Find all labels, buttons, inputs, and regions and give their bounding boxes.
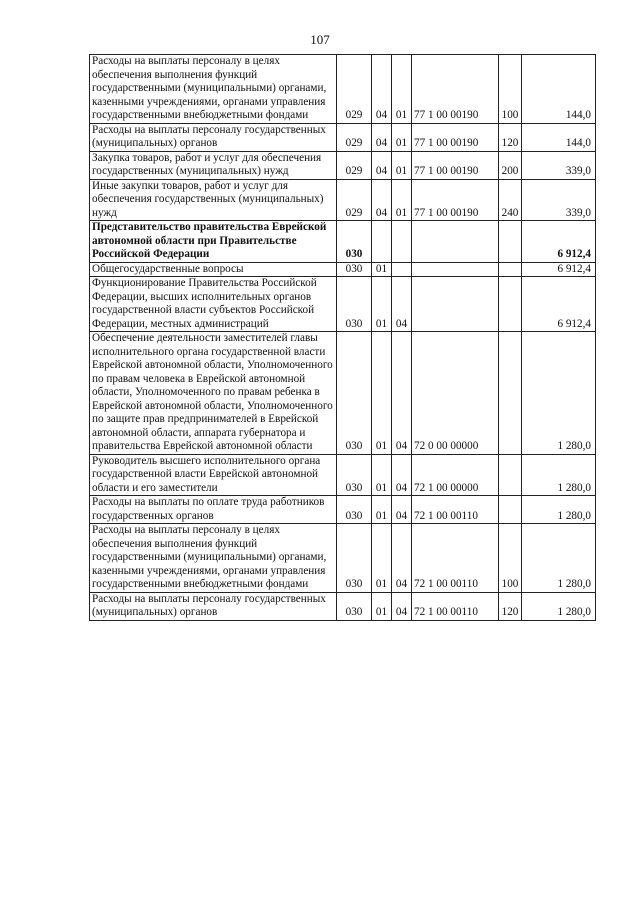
target-article-code <box>412 221 499 263</box>
table-row <box>90 221 596 263</box>
section-code: 04 <box>372 55 392 124</box>
target-article-code: 77 1 00 00190 <box>412 123 499 151</box>
target-article-code: 77 1 00 00190 <box>412 179 499 221</box>
ministry-code: 030 <box>337 592 372 620</box>
subsection-code: 04 <box>392 277 412 332</box>
table-row <box>90 179 596 221</box>
amount: 144,0 <box>522 55 596 124</box>
ministry-code: 030 <box>337 496 372 524</box>
table-row <box>90 496 596 524</box>
expense-type-code <box>499 496 522 524</box>
item-name: Расходы на выплаты по оплате труда работников государственных органов <box>90 496 337 524</box>
section-code: 01 <box>372 592 392 620</box>
subsection-code <box>392 262 412 277</box>
ministry-code: 029 <box>337 55 372 124</box>
expense-type-code: 100 <box>499 55 522 124</box>
ministry-code: 030 <box>337 277 372 332</box>
budget-table <box>89 54 596 621</box>
expense-type-code: 120 <box>499 592 522 620</box>
section-code: 04 <box>372 123 392 151</box>
table-row <box>90 332 596 455</box>
section-code: 01 <box>372 496 392 524</box>
table-body <box>90 55 596 621</box>
item-name: Закупка товаров, работ и услуг для обеспечения государственных (муниципальных) нужд <box>90 151 337 179</box>
item-name: Расходы на выплаты персоналу в целях обеспечения выполнения функций государственными (муниципальными) органами, казенными учреждениями, органами управления государственными внебюджетными фондами <box>90 524 337 593</box>
subsection-code: 01 <box>392 151 412 179</box>
section-code: 04 <box>372 179 392 221</box>
expense-type-code: 100 <box>499 524 522 593</box>
item-name: Расходы на выплаты персоналу государственных (муниципальных) органов <box>90 123 337 151</box>
table-row <box>90 277 596 332</box>
table-row <box>90 592 596 620</box>
section-code: 01 <box>372 262 392 277</box>
ministry-code: 030 <box>337 454 372 496</box>
subsection-code: 01 <box>392 179 412 221</box>
item-name: Обеспечение деятельности заместителей главы исполнительного органа государственной власти Еврейской автономной области, Уполномоченного по правам человека в Еврейской автономной области, Уполномоченного по правам ребенка в Еврейской автономной области, Уполномоченного по защите прав предпринимателей в Еврейской автономной области, аппарата губернатора и правительства Еврейской автономной области <box>90 332 337 455</box>
amount: 6 912,4 <box>522 262 596 277</box>
amount: 6 912,4 <box>522 277 596 332</box>
ministry-code: 029 <box>337 179 372 221</box>
amount: 1 280,0 <box>522 332 596 455</box>
section-code: 01 <box>372 332 392 455</box>
subsection-code: 01 <box>392 55 412 124</box>
target-article-code <box>412 262 499 277</box>
table-row <box>90 262 596 277</box>
ministry-code: 030 <box>337 262 372 277</box>
target-article-code: 72 1 00 00110 <box>412 496 499 524</box>
expense-type-code <box>499 221 522 263</box>
table-row <box>90 123 596 151</box>
ministry-code: 030 <box>337 221 372 263</box>
table-row <box>90 151 596 179</box>
target-article-code: 77 1 00 00190 <box>412 151 499 179</box>
subsection-code: 04 <box>392 454 412 496</box>
amount: 339,0 <box>522 151 596 179</box>
table-row <box>90 55 596 124</box>
amount: 1 280,0 <box>522 592 596 620</box>
item-name: Общегосударственные вопросы <box>90 262 337 277</box>
amount: 1 280,0 <box>522 524 596 593</box>
amount: 1 280,0 <box>522 454 596 496</box>
table-row <box>90 454 596 496</box>
item-name: Функционирование Правительства Российской Федерации, высших исполнительных органов государственной власти субъектов Российской Федерации, местных администраций <box>90 277 337 332</box>
subsection-code: 04 <box>392 592 412 620</box>
item-name: Расходы на выплаты персоналу государственных (муниципальных) органов <box>90 592 337 620</box>
expense-type-code <box>499 262 522 277</box>
ministry-code: 030 <box>337 332 372 455</box>
expense-type-code: 120 <box>499 123 522 151</box>
ministry-code: 030 <box>337 524 372 593</box>
target-article-code: 72 1 00 00000 <box>412 454 499 496</box>
subsection-code <box>392 221 412 263</box>
section-code: 01 <box>372 454 392 496</box>
item-name: Представительство правительства Еврейской автономной области при Правительстве Российской Федерации <box>90 221 337 263</box>
target-article-code: 77 1 00 00190 <box>412 55 499 124</box>
subsection-code: 01 <box>392 123 412 151</box>
subsection-code: 04 <box>392 332 412 455</box>
target-article-code: 72 0 00 00000 <box>412 332 499 455</box>
target-article-code: 72 1 00 00110 <box>412 524 499 593</box>
amount: 1 280,0 <box>522 496 596 524</box>
table-row <box>90 524 596 593</box>
expense-type-code: 240 <box>499 179 522 221</box>
target-article-code: 72 1 00 00110 <box>412 592 499 620</box>
ministry-code: 029 <box>337 151 372 179</box>
section-code <box>372 221 392 263</box>
amount: 144,0 <box>522 123 596 151</box>
ministry-code: 029 <box>337 123 372 151</box>
target-article-code <box>412 277 499 332</box>
subsection-code: 04 <box>392 524 412 593</box>
item-name: Иные закупки товаров, работ и услуг для обеспечения государственных (муниципальных) нужд <box>90 179 337 221</box>
expense-type-code <box>499 277 522 332</box>
section-code: 04 <box>372 151 392 179</box>
item-name: Расходы на выплаты персоналу в целях обеспечения выполнения функций государственными (муниципальными) органами, казенными учреждениями, органами управления государственными внебюджетными фондами <box>90 55 337 124</box>
expense-type-code <box>499 332 522 455</box>
expense-type-code <box>499 454 522 496</box>
subsection-code: 04 <box>392 496 412 524</box>
expense-type-code: 200 <box>499 151 522 179</box>
amount: 6 912,4 <box>522 221 596 263</box>
section-code: 01 <box>372 524 392 593</box>
amount: 339,0 <box>522 179 596 221</box>
section-code: 01 <box>372 277 392 332</box>
page-number: 107 <box>310 32 330 47</box>
item-name: Руководитель высшего исполнительного органа государственной власти Еврейской автономной области и его заместители <box>90 454 337 496</box>
